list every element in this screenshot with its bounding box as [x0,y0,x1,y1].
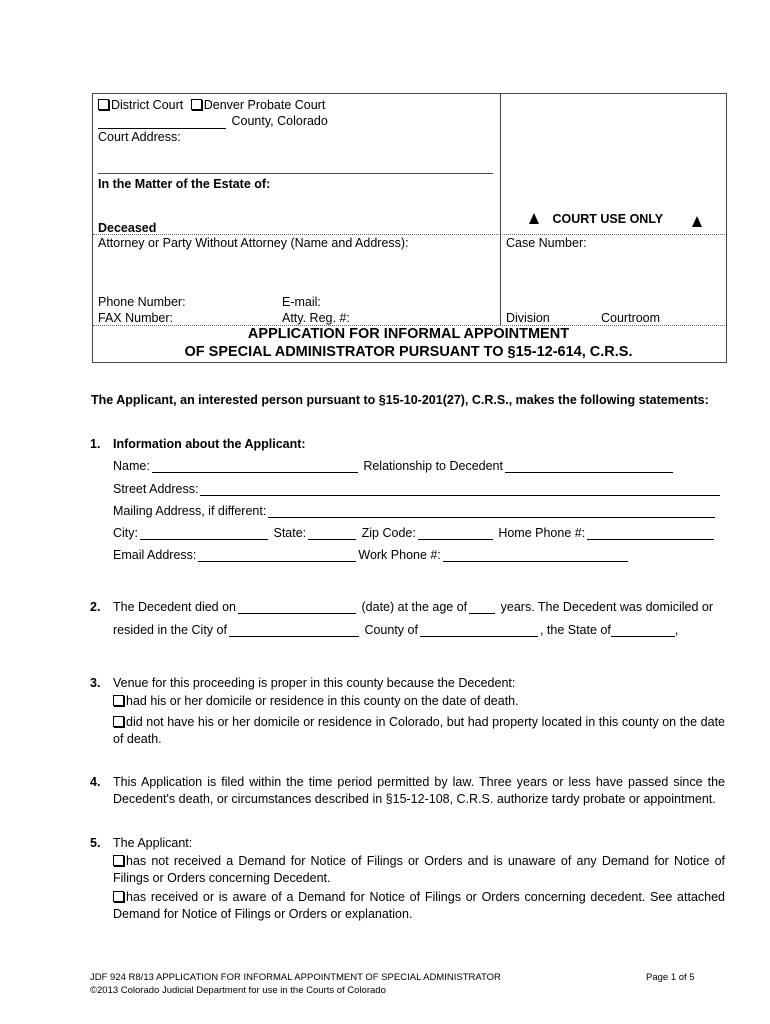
section4-text: This Application is filed within the time period permitted by law. Three years or less have passed since the Decedent's death, or circumstances described in §15-12-108, C.R.S. authorize tardy probate or appointment. [113,775,725,806]
email-field[interactable] [198,549,356,562]
footer-copyright: ©2013 Colorado Judicial Department for use in the Courts of Colorado [90,985,386,996]
intro-statement: The Applicant, an interested person pursuant to §15-10-201(27), C.R.S., makes the following statements: [91,393,709,407]
caption-divider-vertical [500,94,501,326]
attorney-party-label: Attorney or Party Without Attorney (Name and Address): [98,236,409,250]
date-of-death-field[interactable] [238,601,356,614]
zip-label: Zip Code: [361,526,416,540]
courtroom-label: Courtroom [601,311,661,325]
footer-form-id: JDF 924 R8/13 APPLICATION FOR INFORMAL APPOINTMENT OF SPECIAL ADMINISTRATOR [90,972,501,983]
section2-number: 2. [90,600,101,614]
demand-option-1 [113,853,725,887]
name-label: Name: [113,459,150,473]
demand-option-2-checkbox[interactable] [113,891,124,902]
work-phone-label: Work Phone #: [358,548,441,562]
estate-name-line [98,173,493,174]
resided-row [113,623,678,637]
name-field[interactable] [152,460,358,473]
court-address-label: Court Address: [98,130,181,144]
died-row [113,600,713,614]
mailing-field[interactable] [268,505,715,518]
county-colorado-label: County, Colorado [231,114,328,128]
resided-county-field[interactable] [420,624,538,637]
email-row [113,548,630,562]
city-field[interactable] [140,527,268,540]
zip-field[interactable] [418,527,493,540]
caption-divider-middle [93,234,725,235]
venue-option-2-checkbox[interactable] [113,716,124,727]
deceased-label: Deceased [98,221,157,235]
fax-number-label: FAX Number: [98,311,174,325]
years-label: years. The Decedent was domiciled or [500,600,713,614]
venue-option-1-checkbox[interactable] [113,695,124,706]
venue-option-2-label: did not have his or her domicile or residence in Colorado, but had property located in this county on the date of death. [113,715,725,746]
district-court-checkbox[interactable] [98,99,109,110]
street-row [113,482,722,496]
court-type-line [98,98,325,113]
county-blank[interactable] [98,116,226,129]
form-title-line1: APPLICATION FOR INFORMAL APPOINTMENT [247,326,570,342]
venue-option-1 [113,693,725,710]
in-matter-of-label: In the Matter of the Estate of: [98,177,271,191]
relationship-label: Relationship to Decedent [363,459,503,473]
mailing-row [113,504,717,518]
name-row [113,459,675,473]
resided-city-label: resided in the City of [113,623,227,637]
street-label: Street Address: [113,482,199,496]
section1-number: 1. [90,437,101,451]
home-phone-field[interactable] [587,527,714,540]
venue-option-1-label: had his or her domicile or residence in this county on the date of death. [126,694,519,708]
demand-option-2-label: has received or is aware of a Demand for Notice of Filings or Orders concerning decedent. See attached Demand for Notice of Filings or Orders or explanation. [113,890,725,921]
resided-city-field[interactable] [229,624,359,637]
relationship-field[interactable] [505,460,673,473]
demand-option-1-checkbox[interactable] [113,855,124,866]
email-label: E-mail: [282,295,321,309]
atty-reg-label: Atty. Reg. #: [282,311,350,325]
state-field[interactable] [308,527,356,540]
denver-probate-court-label: Denver Probate Court [203,98,326,112]
venue-option-2 [113,714,725,748]
case-number-label: Case Number: [506,236,587,250]
demand-option-1-label: has not received a Demand for Notice of Filings or Orders and is unaware of any Demand for Notice of Filings or Orders concerning Decedent. [113,854,725,885]
up-triangle-icon [692,216,702,227]
county-line [98,114,328,129]
section4-number: 4. [90,775,101,789]
street-field[interactable] [200,483,720,496]
division-label: Division [506,311,550,325]
phone-number-label: Phone Number: [98,295,186,309]
denver-probate-court-checkbox[interactable] [191,99,202,110]
district-court-label: District Court [111,98,184,112]
resided-state-field[interactable] [611,624,675,637]
section1-heading: Information about the Applicant: [113,437,306,451]
court-use-only-label: COURT USE ONLY [552,212,664,226]
section3-number: 3. [90,676,101,690]
section5-text: The Applicant: [113,836,193,850]
date-age-label: (date) at the age of [361,600,468,614]
section5-number: 5. [90,836,101,850]
age-field[interactable] [469,601,495,614]
died-on-label: The Decedent died on [113,600,237,614]
demand-option-2 [113,889,725,923]
work-phone-field[interactable] [443,549,628,562]
city-label: City: [113,526,138,540]
home-phone-label: Home Phone #: [498,526,586,540]
county-of-label: County of [364,623,418,637]
state-of-label: , the State of [539,623,611,637]
mailing-label: Mailing Address, if different: [113,504,267,518]
section3-text: Venue for this proceeding is proper in this county because the Decedent: [113,676,516,690]
form-title-line2: OF SPECIAL ADMINISTRATOR PURSUANT TO §15-12-614, C.R.S. [184,344,633,360]
state-label: State: [273,526,307,540]
footer-page-number: Page 1 of 5 [646,972,695,983]
court-use-only [529,212,663,227]
state-of-comma: , [674,623,679,637]
email-address-label: Email Address: [113,548,197,562]
up-triangle-icon [529,213,539,224]
city-row [113,526,716,540]
